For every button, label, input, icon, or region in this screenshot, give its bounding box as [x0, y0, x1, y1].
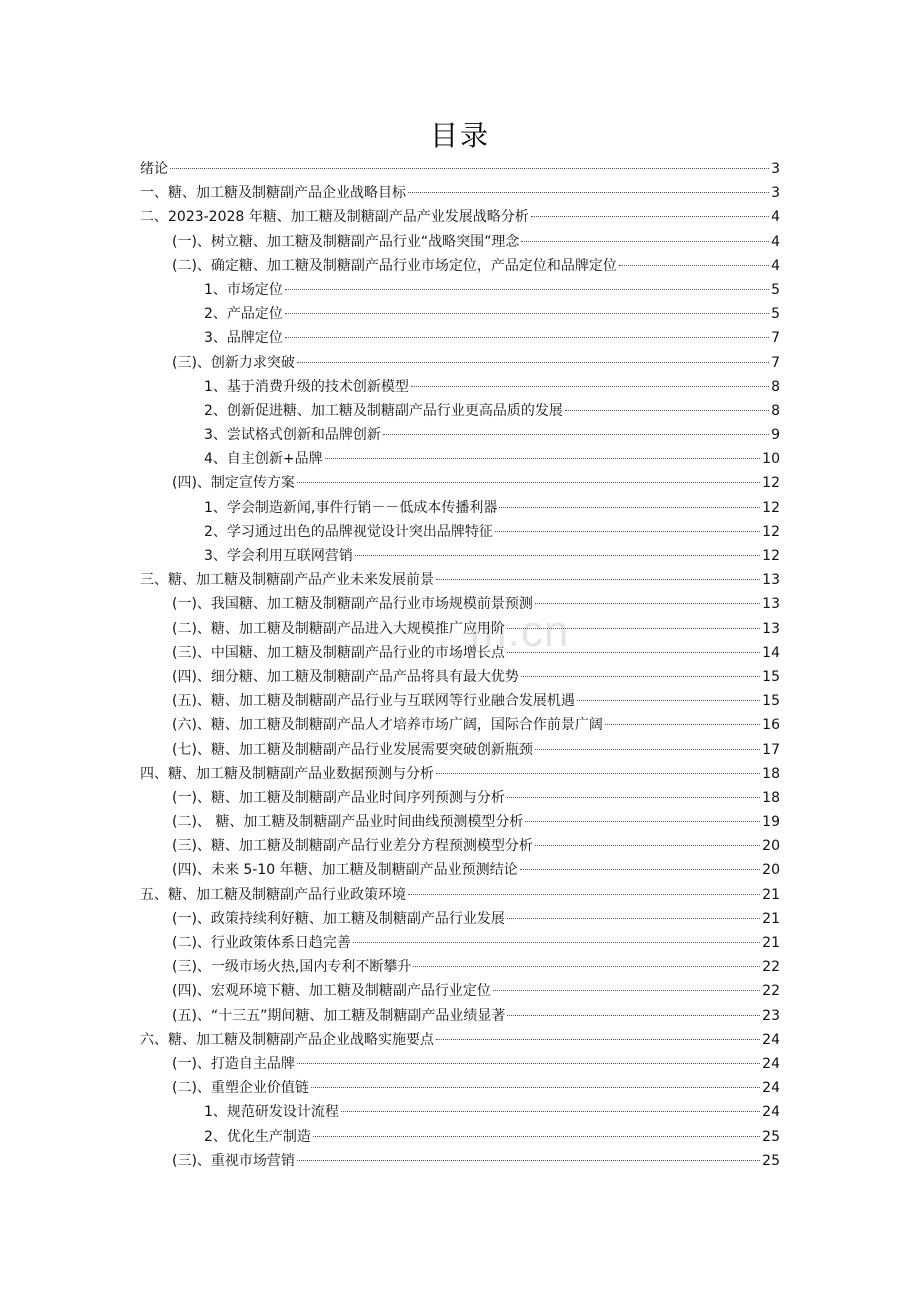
toc-dot-leader [520, 869, 761, 870]
toc-entry[interactable] [140, 834, 780, 858]
toc-page-number: 12 [762, 548, 780, 564]
toc-dot-leader [499, 507, 760, 508]
toc-dot-leader [297, 1160, 760, 1161]
toc-page-number: 8 [771, 402, 780, 419]
toc-dot-leader [577, 700, 760, 701]
toc-entry[interactable] [140, 302, 780, 326]
toc-entry-label: (一)、打造自主品牌 [172, 1055, 295, 1072]
toc-page-number: 20 [762, 862, 780, 879]
toc-entry[interactable] [140, 931, 780, 955]
toc-dot-leader [525, 821, 760, 822]
toc-page-number: 13 [762, 572, 780, 589]
toc-page-number: 4 [771, 209, 780, 226]
toc-entry-label: 3、学会利用互联网营销 [204, 548, 353, 564]
toc-entry-label: 绪论 [140, 161, 168, 177]
toc-entry-label: (四)、细分糖、加工糖及制糖副产品产品将具有最大优势 [172, 668, 519, 685]
page-title: 目录 [429, 119, 490, 152]
toc-entry-label: (二)、 糖、加工糖及制糖副产品业时间曲线预测模型分析 [172, 814, 524, 831]
toc-entry-label: (四)、制定宣传方案 [172, 475, 295, 492]
toc-entry[interactable] [140, 520, 780, 544]
toc-entry[interactable] [140, 544, 780, 568]
toc-page-number: 17 [762, 741, 780, 758]
toc-dot-leader [507, 797, 760, 798]
toc-entry[interactable] [140, 1004, 780, 1028]
toc-entry-label: (二)、确定糖、加工糖及制糖副产品行业市场定位，产品定位和品牌定位 [172, 257, 617, 274]
toc-entry-label: 四、糖、加工糖及制糖副产品业数据预测与分析 [140, 765, 434, 782]
toc-dot-leader [285, 313, 769, 314]
toc-dot-leader [408, 894, 760, 895]
toc-dot-leader [311, 1087, 760, 1088]
toc-page-number: 12 [762, 475, 780, 492]
toc-dot-leader [507, 918, 760, 919]
toc-page-number: 13 [762, 596, 780, 613]
toc-dot-leader [535, 845, 760, 846]
toc-page-number: 13 [762, 620, 780, 637]
toc-entry-label: (一)、糖、加工糖及制糖副产品业时间序列预测与分析 [172, 789, 505, 806]
toc-page-number: 18 [762, 789, 780, 806]
toc-entry-label: 2、产品定位 [204, 306, 283, 323]
toc-entry[interactable] [140, 883, 780, 907]
toc-dot-leader [507, 652, 760, 653]
toc-dot-leader [507, 628, 760, 629]
toc-page-number: 9 [771, 427, 780, 444]
toc-entry-label: 五、糖、加工糖及制糖副产品行业政策环境 [140, 886, 406, 903]
toc-entry[interactable] [140, 157, 780, 181]
toc-entry-label: (四)、未来 5-10 年糖、加工糖及制糖副产品业预测结论 [172, 862, 518, 879]
toc-entry[interactable] [140, 1028, 780, 1052]
toc-entry-label: 2、优化生产制造 [204, 1128, 311, 1145]
toc-entry[interactable] [140, 1125, 780, 1149]
toc-dot-leader [353, 942, 760, 943]
toc-entry[interactable] [140, 181, 780, 205]
toc-page-number: 21 [762, 935, 780, 951]
toc-dot-leader [619, 265, 769, 266]
toc-page-number: 12 [762, 523, 780, 540]
toc-page-number: 21 [762, 910, 780, 927]
toc-dot-leader [383, 434, 769, 435]
toc-entry[interactable] [140, 713, 780, 737]
toc-dot-leader [408, 192, 769, 193]
toc-dot-leader [297, 1063, 760, 1064]
toc-entry[interactable] [140, 810, 780, 834]
toc-entry-label: 六、糖、加工糖及制糖副产品企业战略实施要点 [140, 1031, 434, 1048]
toc-entry[interactable] [140, 254, 780, 278]
toc-page-number: 7 [771, 354, 780, 371]
watermark: m.cn [470, 607, 570, 656]
toc-entry-label: (六)、糖、加工糖及制糖副产品人才培养市场广阔，国际合作前景广阔 [172, 717, 603, 734]
toc-entry[interactable] [140, 568, 780, 592]
toc-entry[interactable] [140, 955, 780, 979]
toc-page-number: 23 [762, 1007, 780, 1024]
toc-entry-label: 1、规范研发设计流程 [204, 1104, 339, 1121]
toc-entry[interactable] [140, 351, 780, 375]
toc-entry[interactable] [140, 979, 780, 1003]
toc-dot-leader [535, 603, 760, 604]
toc-dot-leader [325, 458, 761, 459]
toc-dot-leader [493, 990, 760, 991]
toc-entry[interactable] [140, 617, 780, 641]
toc-page-number: 24 [762, 1104, 780, 1121]
toc-entry[interactable] [140, 907, 780, 931]
toc-dot-leader [521, 241, 769, 242]
toc-page-number: 25 [762, 1152, 780, 1169]
toc-page-number: 10 [762, 451, 780, 468]
toc-entry[interactable] [140, 1100, 780, 1124]
toc-entry[interactable] [140, 205, 780, 229]
toc-entry-label: 2、学习通过出色的品牌视觉设计突出品牌特征 [204, 523, 493, 540]
toc-page-number: 14 [762, 644, 780, 661]
toc-entry[interactable] [140, 447, 780, 471]
toc-page-number: 20 [762, 838, 780, 855]
toc-entry[interactable] [140, 423, 780, 447]
toc-dot-leader [436, 773, 760, 774]
toc-dot-leader [565, 410, 769, 411]
toc-dot-leader [411, 386, 769, 387]
toc-entry-label: 4、自主创新+品牌 [204, 451, 323, 468]
toc-entry-label: (一)、我国糖、加工糖及制糖副产品行业市场规模前景预测 [172, 596, 533, 613]
toc-entry[interactable] [140, 762, 780, 786]
toc-page-number: 24 [762, 1080, 780, 1097]
toc-entry-label: 1、学会制造新闻,事件行销－－低成本传播利器 [204, 499, 498, 516]
toc-dot-leader [535, 749, 760, 750]
toc-entry[interactable] [140, 471, 780, 495]
toc-entry[interactable] [140, 375, 780, 399]
toc-dot-leader [521, 676, 760, 677]
toc-page-number: 22 [762, 983, 780, 1000]
toc-dot-leader [297, 482, 760, 483]
toc-page-number: 15 [762, 693, 780, 710]
toc-dot-leader [495, 531, 760, 532]
toc-page-number: 12 [762, 499, 780, 516]
toc-entry[interactable] [140, 399, 780, 423]
toc-entry[interactable] [140, 496, 780, 520]
toc-page-number: 7 [771, 330, 780, 347]
toc-entry[interactable] [140, 641, 780, 665]
toc-entry[interactable] [140, 689, 780, 713]
toc-entry-label: (三)、糖、加工糖及制糖副产品行业差分方程预测模型分析 [172, 838, 533, 855]
toc-entry[interactable] [140, 230, 780, 254]
toc-page-number: 25 [762, 1128, 780, 1145]
toc-page-number: 18 [762, 765, 780, 782]
toc-page-number: 24 [762, 1055, 780, 1072]
toc-entry-label: 一、糖、加工糖及制糖副产品企业战略目标 [140, 185, 406, 202]
toc-entry[interactable] [140, 592, 780, 616]
toc-page-number: 24 [762, 1031, 780, 1048]
toc-entry[interactable] [140, 1052, 780, 1076]
toc-entry-label: 1、市场定位 [204, 281, 283, 298]
toc-entry[interactable] [140, 278, 780, 302]
toc-entry-label: (五)、糖、加工糖及制糖副产品行业与互联网等行业融合发展机遇 [172, 693, 575, 710]
toc-entry-label: (三)、创新力求突破 [172, 354, 295, 371]
toc-dot-leader [436, 1039, 760, 1040]
toc-page-number: 5 [771, 306, 780, 323]
toc-page-number: 21 [762, 886, 780, 903]
toc-entry-label: 3、尝试格式创新和品牌创新 [204, 427, 381, 444]
table-of-contents [140, 157, 780, 1173]
toc-entry-label: 2、创新促进糖、加工糖及制糖副产品行业更高品质的发展 [204, 402, 563, 419]
toc-entry-label: (三)、一级市场火热,国内专利不断攀升 [172, 959, 412, 976]
toc-entry[interactable] [140, 326, 780, 350]
toc-entry[interactable] [140, 665, 780, 689]
toc-dot-leader [413, 966, 760, 967]
toc-entry[interactable] [140, 738, 780, 762]
toc-dot-leader [285, 337, 769, 338]
toc-entry[interactable] [140, 1076, 780, 1100]
toc-dot-leader [355, 555, 760, 556]
toc-page-number: 15 [762, 668, 780, 685]
toc-entry[interactable] [140, 786, 780, 810]
toc-dot-leader [285, 289, 769, 290]
toc-entry-label: 二、2023-2028 年糖、加工糖及制糖副产品产业发展战略分析 [140, 209, 529, 226]
toc-page-number: 4 [771, 257, 780, 274]
toc-dot-leader [507, 1015, 760, 1016]
toc-entry-label: 三、糖、加工糖及制糖副产品产业未来发展前景 [140, 572, 434, 589]
toc-page-number: 16 [762, 717, 780, 734]
toc-page-number: 22 [762, 959, 780, 976]
toc-page-number: 4 [771, 233, 780, 250]
toc-entry-label: 1、基于消费升级的技术创新模型 [204, 378, 409, 395]
toc-entry-label: (三)、重视市场营销 [172, 1152, 295, 1169]
toc-entry-label: (四)、宏观环境下糖、加工糖及制糖副产品行业定位 [172, 983, 491, 1000]
toc-page-number: 19 [762, 814, 780, 831]
toc-entry-label: (二)、糖、加工糖及制糖副产品进入大规模推广应用阶 [172, 620, 505, 637]
toc-entry[interactable] [140, 1149, 780, 1173]
toc-entry-label: (三)、中国糖、加工糖及制糖副产品行业的市场增长点 [172, 644, 505, 661]
toc-page-number: 3 [771, 161, 780, 177]
toc-dot-leader [297, 362, 769, 363]
toc-entry-label: (一)、政策持续利好糖、加工糖及制糖副产品行业发展 [172, 910, 505, 927]
toc-dot-leader [313, 1136, 760, 1137]
toc-page-number: 3 [771, 185, 780, 202]
toc-dot-leader [170, 168, 769, 169]
toc-dot-leader [531, 216, 769, 217]
toc-entry-label: 3、品牌定位 [204, 330, 283, 347]
toc-entry[interactable] [140, 858, 780, 882]
toc-entry-label: (七)、糖、加工糖及制糖副产品行业发展需要突破创新瓶颈 [172, 741, 533, 758]
toc-dot-leader [605, 724, 760, 725]
toc-dot-leader [341, 1111, 760, 1112]
toc-dot-leader [436, 579, 760, 580]
toc-entry-label: (二)、重塑企业价值链 [172, 1080, 309, 1097]
toc-page-number: 8 [771, 378, 780, 395]
toc-page-number: 5 [771, 281, 780, 298]
toc-entry-label: (五)、“十三五”期间糖、加工糖及制糖副产品业绩显著 [172, 1007, 506, 1024]
toc-entry-label: (二)、行业政策体系日趋完善 [172, 935, 351, 951]
toc-entry-label: (一)、树立糖、加工糖及制糖副产品行业“战略突围”理念 [172, 233, 520, 250]
